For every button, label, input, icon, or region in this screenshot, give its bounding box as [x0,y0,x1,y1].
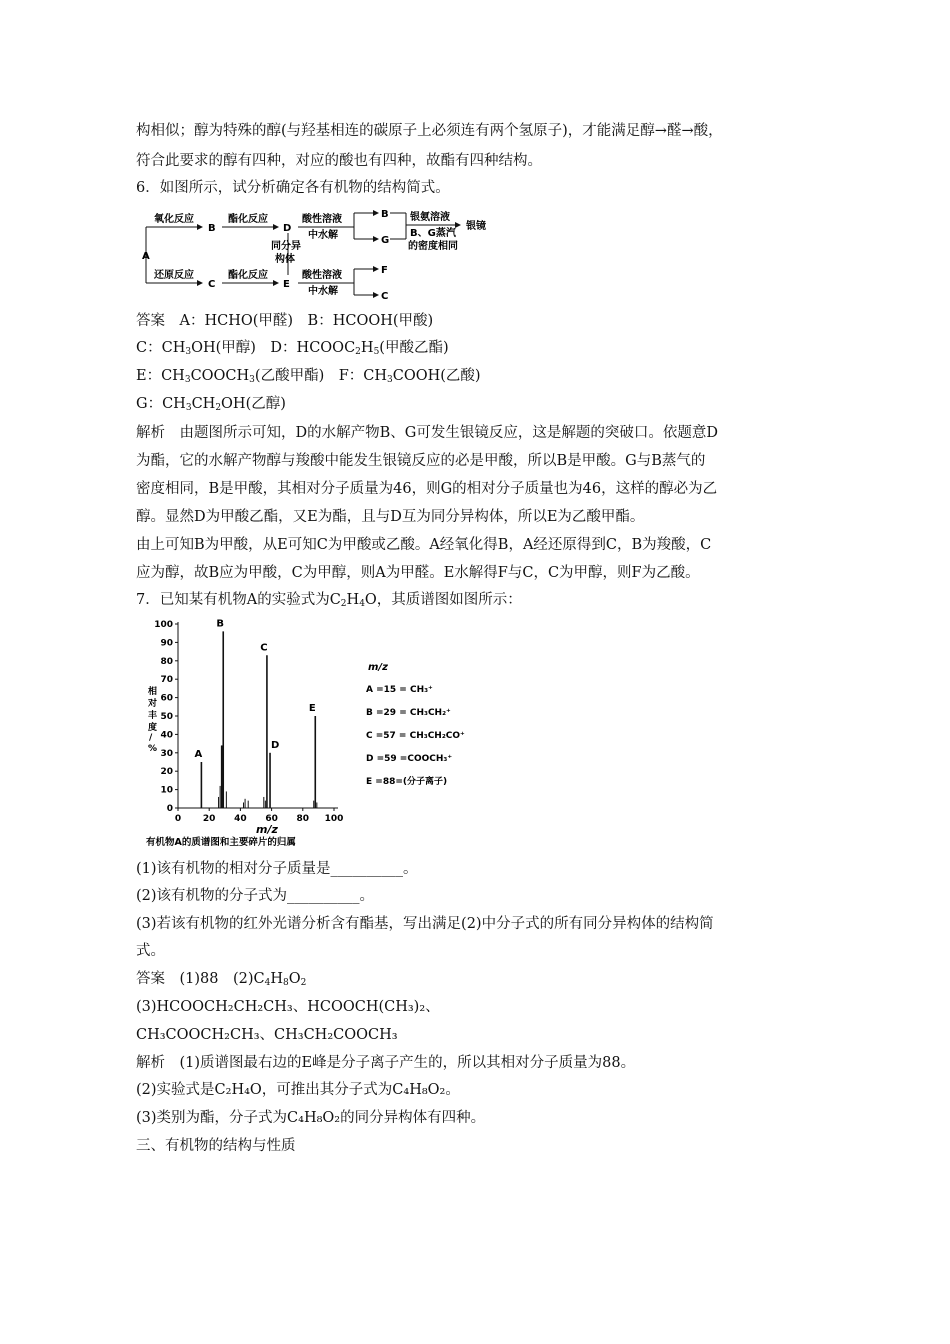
label-esterification: 酯化反应 [228,270,268,281]
y-tick-label: 80 [160,656,173,667]
analysis-line: 解析 由题图所示可知，D的水解产物B、G可发生银镜反应，这是解题的突破口。依题意D [136,425,718,441]
peak-label: A [194,749,203,760]
analysis-line: (3)类别为酯，分子式为C₄H₈O₂的同分异构体有四种。 [136,1110,486,1126]
analysis-line: 应为醇，故B应为甲酸，C为甲醇，则A为甲醛。E水解得F与C，C为甲醇，则F为乙酸。 [136,565,700,581]
label-reduction: 还原反应 [154,270,194,281]
mass-spectrum-chart [140,612,480,852]
x-tick-label: 20 [202,814,216,824]
y-tick-label: 0 [166,804,173,814]
y-tick-label: 90 [160,638,173,649]
peak-label: C [260,642,268,654]
y-tick-label: 60 [160,693,173,704]
y-axis-label-char: % [148,744,158,754]
y-tick-label: 30 [160,748,173,759]
peak-label: D [271,739,280,751]
legend-item: E =88=(分子离子) [366,777,448,787]
peak-label: B [216,618,225,630]
y-tick-label: 70 [160,675,173,686]
label-hydrolysis: 中水解 [308,286,338,297]
label-hydrolysis: 中水解 [308,230,338,241]
node-C: C [208,279,216,290]
node-A: A [142,251,150,262]
chart-caption: 有机物A的质谱图和主要碎片的归属 [146,837,296,848]
node-B-product: B [381,209,389,220]
label-oxidation: 氧化反应 [154,214,194,225]
legend-title: m/z [368,662,388,673]
x-tick-label: 0 [174,814,182,824]
legend-item: A =15 = CH₃⁺ [366,685,433,695]
text-line: 符合此要求的醇有四种，对应的酸也有四种，故酯有四种结构。 [136,153,542,169]
answer-line: 答案 (1)88 $(2)C_4H_8O_2$ [136,971,307,988]
analysis-line: 醇。显然D为甲酸乙酯，又E为酯，且与D互为同分异构体，所以E为乙酸甲酯。 [136,509,645,525]
reaction-flow-diagram [140,203,500,308]
x-tick-label: 40 [234,814,247,824]
node-G: G [381,235,390,246]
section-heading: 三、有机物的结构与性质 [136,1138,296,1154]
y-tick-label: 20 [160,767,173,778]
legend-item: B =29 = CH₃CH₂⁺ [366,708,451,718]
answer-line: 答案 A：HCHO(甲醛) B：HCOOH(甲酸) [136,313,434,329]
x-tick-label: 100 [324,814,344,824]
label-bg-vapor: B、G蒸汽 [410,228,456,239]
label-isomer: 构体 [275,254,295,265]
analysis-line: 由上可知B为甲酸，从E可知C为甲酸或乙酸。A经氧化得B，A经还原得到C，B为羧酸，C [136,537,712,553]
label-acidic-solution: 酸性溶液 [302,214,342,225]
y-axis-label-char: 丰 [148,711,158,721]
sub-question-1: (1)该有机物的相对分子质量是__________。 [136,861,418,877]
node-C-product: C [381,291,389,302]
node-F: F [381,265,388,276]
text-line: 构相似；醇为特殊的醇(与羟基相连的碳原子上必须连有两个氢原子)，才能满足醇→醛→酸， [136,123,723,139]
y-tick-label: 40 [160,730,173,741]
y-axis-label-char: / [149,733,153,743]
peak-label: E [308,703,316,714]
legend-item: D =59 =COOCH₃⁺ [366,754,453,764]
y-axis-label-char: 相 [148,687,158,697]
answer-line: E：$CH_3COOCH_3$(乙酸甲酯) F：$CH_3COOH$(乙酸) [136,368,481,385]
node-E: E [283,279,290,290]
analysis-line: (2)实验式是C₂H₄O，可推出其分子式为C₄H₈O₂。 [136,1082,460,1098]
sub-question-3: (3)若该有机物的红外光谱分析含有酯基，写出满足(2)中分子式的所有同分异构体的结构简 [136,916,714,932]
x-tick-label: 60 [265,814,278,824]
label-silver-mirror: 银镜 [466,221,486,232]
answer-line: (3)HCOOCH₂CH₂CH₃、HCOOCH(CH₃)₂、 [136,999,440,1015]
analysis-line: 为酯，它的水解产物醇与羧酸中能发生银镜反应的必是甲酸，所以B是甲酸。G与B蒸气的 [136,453,706,469]
y-axis-label-char: 度 [148,723,158,733]
x-axis-label: m/z [256,823,278,836]
answer-line: G：$CH_3CH_2OH$(乙醇) [136,396,286,413]
x-tick-label: 80 [296,814,310,824]
label-esterification: 酯化反应 [228,214,268,225]
question-7: 7．已知某有机物A的实验式为$C_2H_4O$，其质谱图如图所示： [136,592,522,609]
sub-question-3-cont: 式。 [136,943,165,959]
y-tick-label: 50 [160,712,173,722]
analysis-line: 解析 (1)质谱图最右边的E峰是分子离子产生的，所以其相对分子质量为88。 [136,1055,636,1071]
y-axis-label-char: 对 [148,699,158,709]
label-silver-ammonia: 银氨溶液 [410,212,450,223]
label-isomer: 同分异 [271,241,301,252]
analysis-line: 密度相同，B是甲酸，其相对分子质量为46，则G的相对分子质量也为46，这样的醇必为乙 [136,481,718,497]
legend-item: C =57 = CH₃CH₂CO⁺ [366,731,465,741]
node-D: D [283,223,292,234]
question-6: 6．如图所示，试分析确定各有机物的结构简式。 [136,180,450,196]
sub-question-2: (2)该有机物的分子式为__________。 [136,888,375,904]
y-tick-label: 100 [154,620,173,630]
label-acidic-solution: 酸性溶液 [302,270,342,281]
label-same-density: 的密度相同 [408,241,458,252]
node-B: B [208,223,216,234]
answer-line: C：$CH_3OH$(甲醇) D：$HCOOC_2H_5$(甲酸乙酯) [136,340,449,357]
answer-line: CH₃COOCH₂CH₃、CH₃CH₂COOCH₃ [136,1027,398,1043]
y-tick-label: 10 [160,785,173,796]
